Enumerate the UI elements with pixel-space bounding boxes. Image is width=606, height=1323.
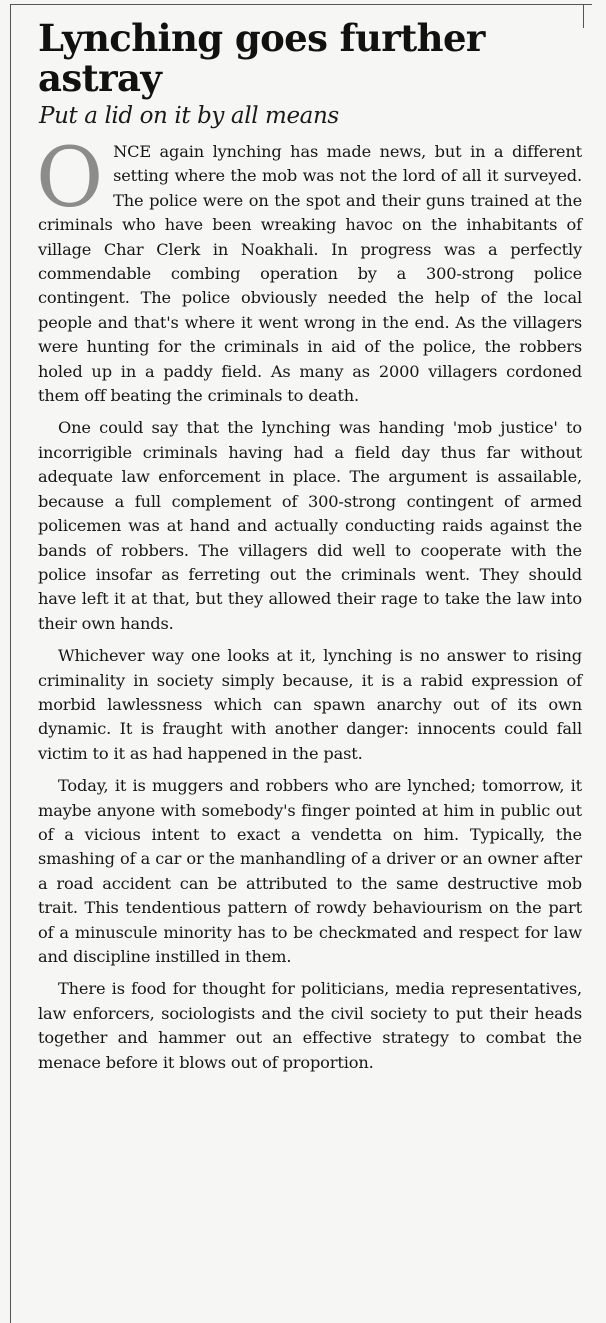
right-border-rule bbox=[583, 4, 584, 28]
paragraph-3: Whichever way one looks at it, lynching is no answer to rising criminality in society simply because, it is a rabid expression of morbid lawlessness which can spawn anarchy out of its own dynamic. It is fraught with another danger: innocents could fall victim to it as had happened in the past. bbox=[38, 646, 582, 763]
headline: Lynching goes further astray bbox=[38, 16, 485, 100]
drop-cap: O bbox=[36, 131, 104, 226]
top-border-rule bbox=[10, 4, 592, 5]
paragraph-1-text: NCE again lynching has made news, but in a different setting where the mob was not the lord of all it surveyed. The police were on the spot and their guns trained at the criminals who have been wreaking havoc on the inhabitants of village Char Clerk in Noakhali. In progress was a perfectly commendable combing operation by a 300-strong police contingent. The police obviously needed the help of the local people and that's where it went wrong in the end. As the villagers were hunting for the criminals in aid of the police, the robbers holed up in a paddy field. As many as 2000 villagers cordoned them off beating the criminals to death. bbox=[38, 142, 582, 406]
paragraph-4: Today, it is muggers and robbers who are lynched; tomorrow, it maybe anyone with somebody's finger pointed at him in public out of a vicious intent to exact a vendetta on him. Typically, the smashing of a car or the manhandling of a driver or an owner after a road accident can be attributed to the same destructive mob trait. This tendentious pattern of rowdy behaviourism on the part of a minuscule minority has to be checkmated and respect for law and discipline instilled in them. bbox=[38, 776, 582, 966]
paragraph-2: One could say that the lynching was handing 'mob justice' to incorrigible criminals having had a field day thus far without adequate law enforcement in place. The argument is assailable, because a full complement of 300-strong contingent of armed policemen was at hand and actually conducting raids against the bands of robbers. The villagers did well to cooperate with the police insofar as ferreting out the criminals went. They should have left it at that, but they allowed their rage to take the law into their own hands. bbox=[38, 418, 582, 633]
left-border-rule bbox=[10, 4, 11, 1323]
subheadline: Put a lid on it by all means bbox=[39, 103, 339, 129]
editorial-article bbox=[38, 18, 582, 1083]
article-body bbox=[36, 131, 582, 1075]
paragraph-5: There is food for thought for politicians, media representatives, law enforcers, sociologists and the civil society to put their heads together and hammer out an effective strategy to combat the menace before it blows out of proportion. bbox=[38, 979, 582, 1072]
paragraph-1 bbox=[36, 131, 582, 408]
